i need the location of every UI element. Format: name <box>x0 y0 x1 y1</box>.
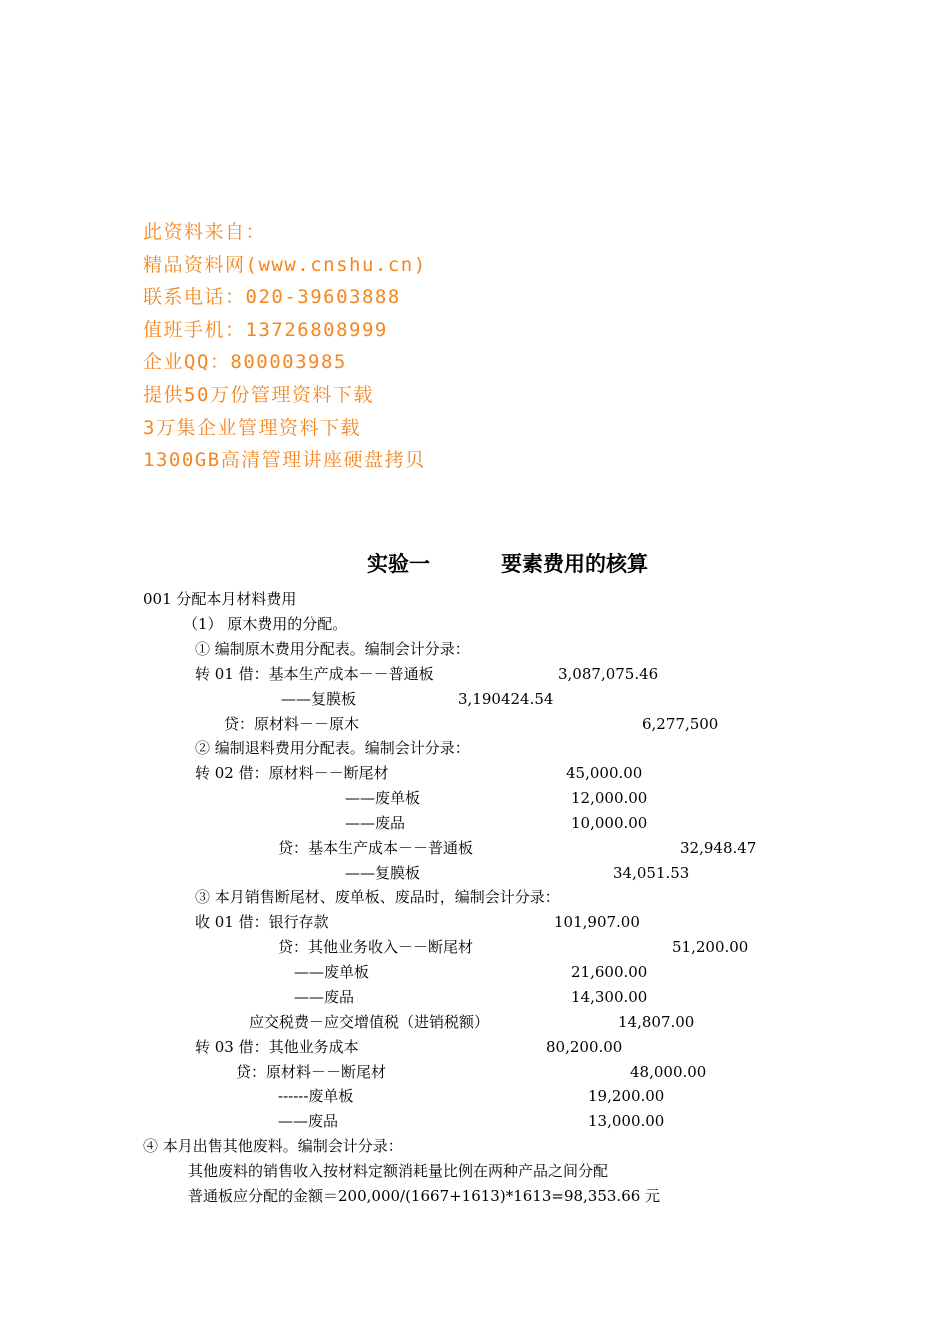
entry-line: 贷：其他业务收入－－断尾材 <box>278 938 474 956</box>
promo-block <box>143 216 427 477</box>
entry-amount: 32,948.47 <box>680 839 757 857</box>
entry-amount: 48,000.00 <box>630 1063 707 1081</box>
entry-amount: 12,000.00 <box>571 789 648 807</box>
entry-amount: 21,600.00 <box>571 963 648 981</box>
promo-line: 1300GB高清管理讲座硬盘拷贝 <box>143 449 426 472</box>
entry-amount: 80,200.00 <box>546 1038 623 1056</box>
entry-heading: ④ 本月出售其他废料。编制会计分录： <box>143 1137 403 1155</box>
entry-line: 贷：原材料－－原木 <box>224 715 360 733</box>
entry-line: 收 01 借：银行存款 <box>195 913 329 931</box>
entry-heading: ③ 本月销售断尾材、废单板、废品时，编制会计分录： <box>195 888 560 906</box>
entry-amount: 6,277,500 <box>642 715 719 733</box>
entry-amount: 45,000.00 <box>566 764 643 782</box>
entry-amount: 3,087,075.46 <box>558 665 659 683</box>
entry-amount: 51,200.00 <box>672 938 749 956</box>
entry-line: ——复膜板 <box>345 864 421 882</box>
promo-line: 精品资料网(www.cnshu.cn) <box>143 253 427 276</box>
entry-line: 贷：基本生产成本－－普通板 <box>278 839 474 857</box>
step-heading: （1） 原木费用的分配。 <box>183 615 348 633</box>
title-left: 实验一 <box>367 551 430 576</box>
promo-line: 联系电话：020-39603888 <box>143 286 401 309</box>
promo-line: 提供50万份管理资料下载 <box>143 383 374 406</box>
entry-amount: 14,807.00 <box>618 1013 695 1031</box>
entry-amount: 10,000.00 <box>571 814 648 832</box>
promo-line: 此资料来自： <box>143 221 267 243</box>
entry-line: ——废单板 <box>294 963 370 981</box>
entry-line: ——废单板 <box>345 789 421 807</box>
promo-line: 企业QQ：800003985 <box>143 351 347 374</box>
entry-heading: ① 编制原木费用分配表。编制会计分录： <box>195 640 470 658</box>
entry-amount: 101,907.00 <box>554 913 640 931</box>
entry-line: ——废品 <box>278 1112 339 1130</box>
entry-amount: 3,190424.54 <box>458 690 554 708</box>
section-heading: 001 分配本月材料费用 <box>143 590 297 608</box>
entry-amount: 13,000.00 <box>588 1112 665 1130</box>
entry-amount: 34,051.53 <box>613 864 690 882</box>
entry-line: ——废品 <box>345 814 406 832</box>
paragraph-line: 其他废料的销售收入按材料定额消耗量比例在两种产品之间分配 <box>188 1162 609 1180</box>
entry-amount: 19,200.00 <box>588 1087 665 1105</box>
entry-line: 贷：原材料－－断尾材 <box>236 1063 387 1081</box>
entry-line: 转 02 借：原材料－－断尾材 <box>195 764 389 782</box>
entry-amount: 14,300.00 <box>571 988 648 1006</box>
entry-line: 应交税费－应交增值税（进销税额） <box>249 1013 490 1031</box>
entry-line: ——废品 <box>294 988 355 1006</box>
promo-line: 3万集企业管理资料下载 <box>143 416 361 439</box>
promo-line: 值班手机：13726808999 <box>143 318 388 341</box>
paragraph-line: 普通板应分配的金额＝200,000/(1667+1613)*1613=98,353.66 元 <box>188 1187 661 1205</box>
title-right: 要素费用的核算 <box>501 551 648 576</box>
entry-line: ——复膜板 <box>281 690 357 708</box>
entry-line: 转 03 借：其他业务成本 <box>195 1038 359 1056</box>
entry-line: 转 01 借：基本生产成本－－普通板 <box>195 665 434 683</box>
entry-heading: ② 编制退料费用分配表。编制会计分录： <box>195 739 470 757</box>
entry-line: ------废单板 <box>278 1087 354 1105</box>
